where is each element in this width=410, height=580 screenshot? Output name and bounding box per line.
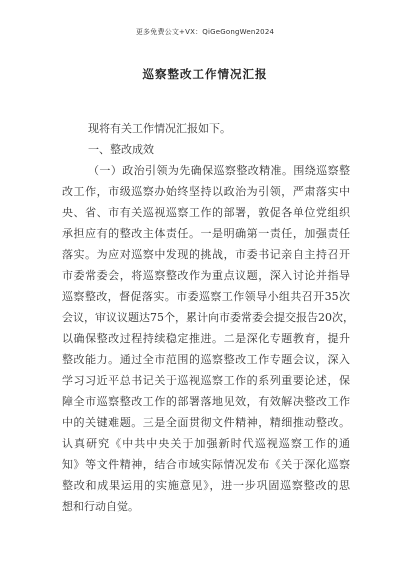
paragraph-line: （一）政治引领为先确保巡察整改精准。围绕巡察整 — [88, 164, 350, 177]
paragraph-line: 现将有关工作情况汇报如下。 — [88, 122, 231, 135]
paragraph-line: 障全市巡察整改工作的部署落地见效，有效解决整改工作 — [62, 395, 350, 408]
paragraph-line: 落实。为应对巡察中发现的挑战，市委书记亲自主持召开 — [62, 248, 350, 261]
paragraph-line: 认真研究《中共中央关于加强新时代巡视巡察工作的通 — [62, 437, 350, 450]
paragraph-line: 改工作，市级巡察办始终坚持以政治为引领，严肃落实中 — [62, 185, 350, 198]
page-title: 巡察整改工作情况汇报 — [142, 67, 268, 81]
paragraph-line: 会议，审议议题达75个，累计向市委常委会提交报告20次， — [62, 311, 354, 324]
paragraph-line: 想和行动自觉。 — [62, 500, 139, 513]
header-note: 更多免费公文+VX：QiGeGongWen2024 — [135, 28, 275, 36]
paragraph-line: 巡察整改，督促落实。市委巡察工作领导小组共召开35次 — [62, 290, 350, 303]
paragraph-line: 中的关键难题。三是全面贯彻文件精神，精细推动整改。 — [62, 416, 350, 429]
paragraph-line: 学习习近平总书记关于巡视巡察工作的系列重要论述，保 — [62, 374, 350, 387]
section-heading: 一、整改成效 — [88, 143, 154, 156]
paragraph-line: 央、省、市有关巡视巡察工作的部署，敦促各单位党组织 — [62, 206, 350, 219]
paragraph-line: 承担应有的整改主体责任。一是明确第一责任，加强责任 — [62, 227, 350, 240]
paragraph-line: 以确保整改过程持续稳定推进。二是深化专题教育，提升 — [62, 332, 350, 345]
paragraph-line: 整改能力。通过全市范围的巡察整改工作专题会议，深入 — [62, 353, 350, 366]
paragraph-line: 知》等文件精神，结合市域实际情况发布《关于深化巡察 — [62, 458, 350, 471]
paragraph-line: 整改和成果运用的实施意见》，进一步巩固巡察整改的思 — [62, 479, 350, 492]
paragraph-line: 市委常委会，将巡察整改作为重点议题，深入讨论并指导 — [62, 269, 350, 282]
